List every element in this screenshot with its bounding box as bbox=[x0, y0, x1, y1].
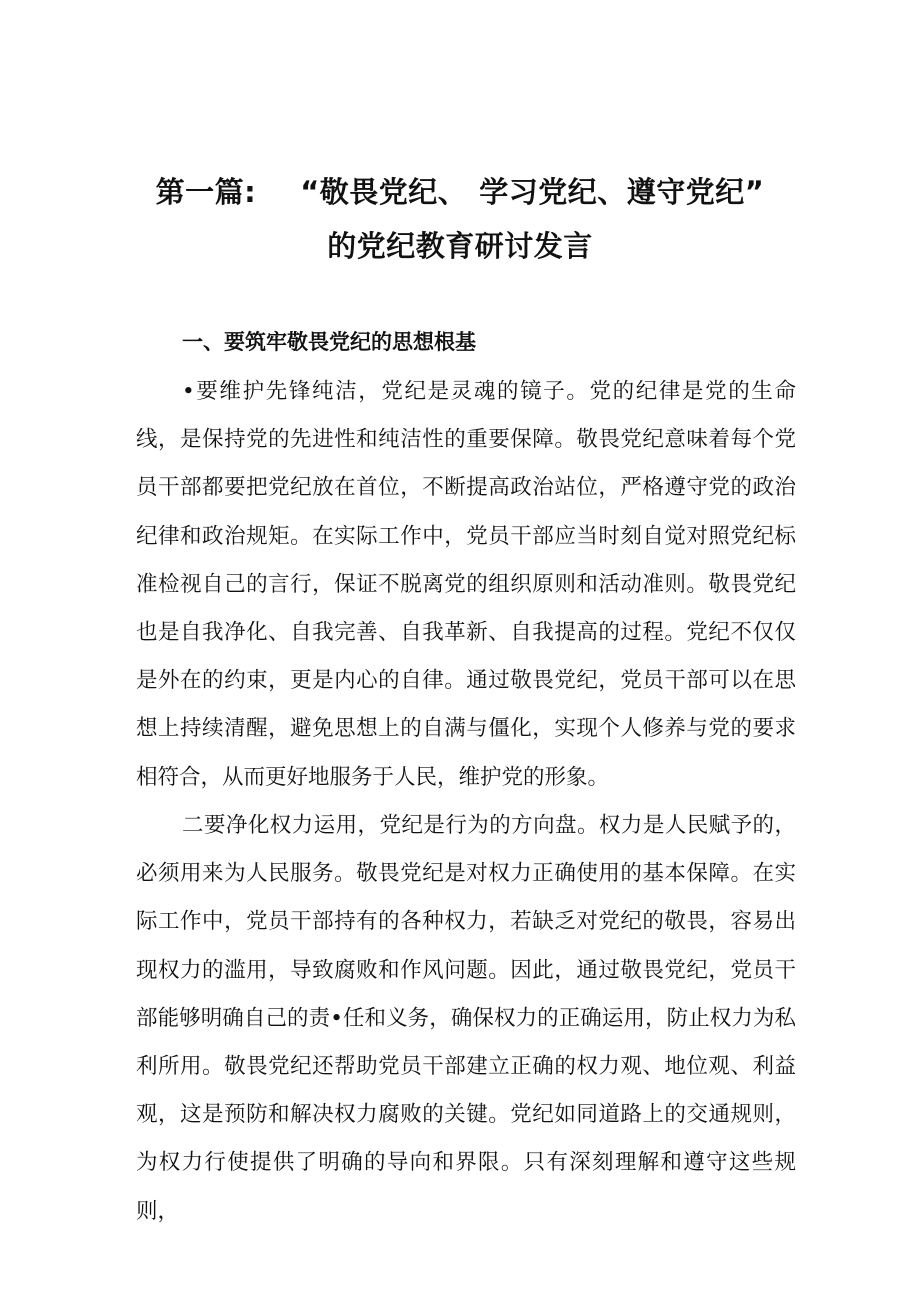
title-prefix: 第一篇: bbox=[155, 175, 257, 209]
document-title-line-1 bbox=[100, 170, 820, 211]
document-title-line-2: 的党纪教育研讨发言 bbox=[327, 229, 593, 263]
paragraph-2: 二要净化权力运用，党纪是行为的方向盘。权力是人民赋予的，必须用来为人民服务。敬畏党纪是对权力正确使用的基本保障。在实际工作中，党员干部持有的各种权力，若缺乏对党纪的敬畏，容易出现权力的滥用，导致腐败和作风问题。因此，通过敬畏党纪，党员干部能够明确自己的责•任和义务，确保权力的正确运用，防止权力为私利所用。敬畏党纪还帮助党员干部建立正确的权力观、地位观、利益观，这是预防和解决权力腐败的关键。党纪如同道路上的交通规则，为权力行使提供了明确的导向和界限。只有深刻理解和遵守这些规则， bbox=[136, 813, 796, 1224]
title-part-2: 学习党纪、遵守党纪” bbox=[479, 175, 765, 209]
paragraph-1: •要维护先锋纯洁，党纪是灵魂的镜子。党的纪律是党的生命线，是保持党的先进性和纯洁性的重要保障。敬畏党纪意味着每个党员干部都要把党纪放在首位，不断提高政治站位，严格遵守党的政治纪律和政治规矩。在实际工作中，党员干部应当时刻自觉对照党纪标准检视自己的言行，保证不脱离党的组织原则和活动准则。敬畏党纪也是自我净化、自我完善、自我革新、自我提高的过程。党纪不仅仅是外在的约束，更是内心的自律。通过敬畏党纪，党员干部可以在思想上持续清醒，避免思想上的自满与僵化，实现个人修养与党的要求相符合，从而更好地服务于人民，维护党的形象。 bbox=[136, 379, 796, 790]
section-heading: 一、要筑牢敬畏党纪的思想根基 bbox=[182, 330, 476, 354]
title-part-1: “敬畏党纪、 bbox=[300, 175, 468, 209]
